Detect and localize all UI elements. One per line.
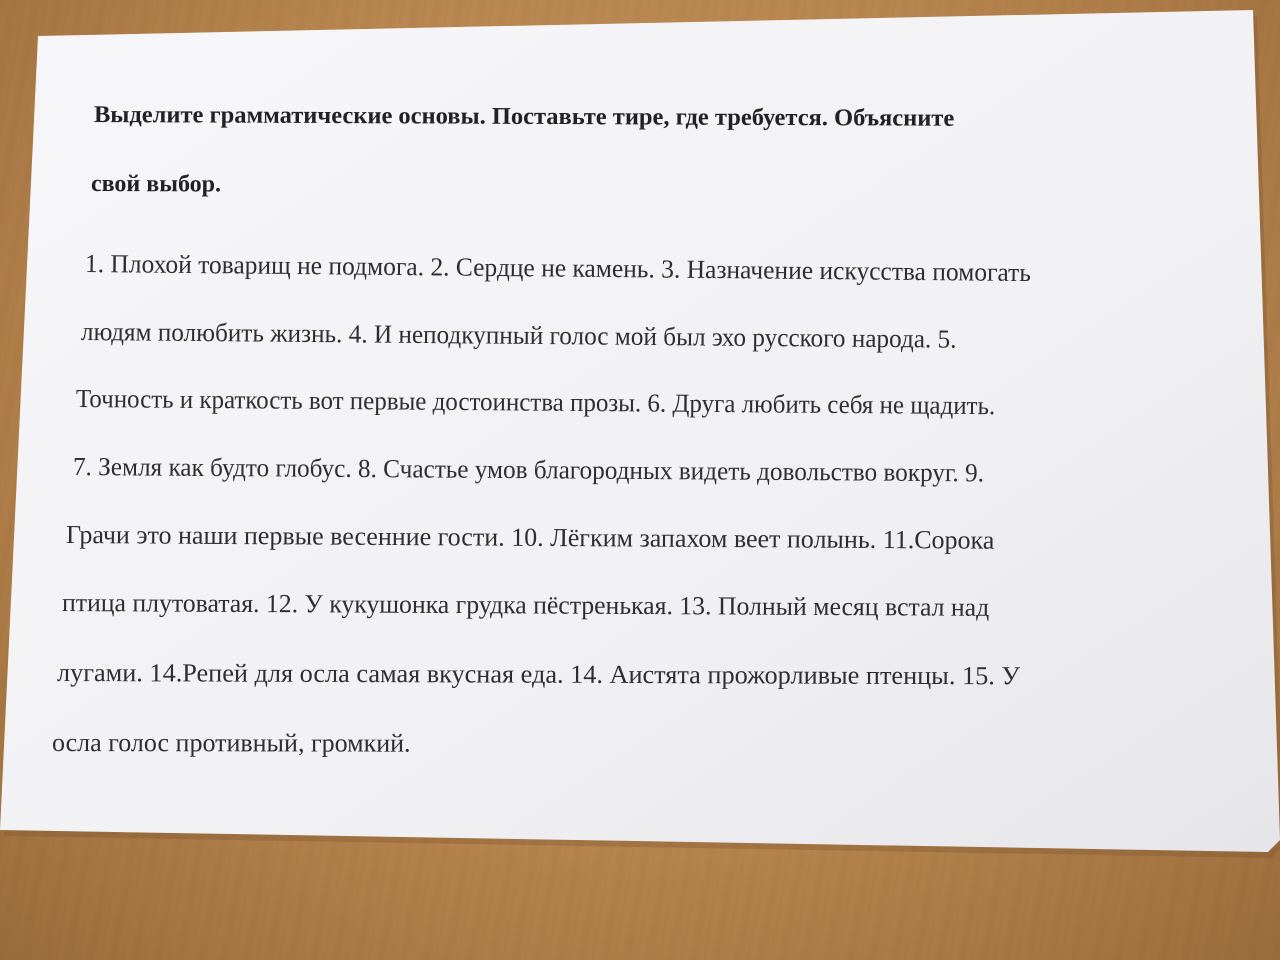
exercise-line-3: Точность и краткость вот первые достоинства прозы. 6. Друга любить себя не щадить. — [75, 384, 996, 421]
exercise-line-6: птица плутоватая. 12. У кукушонка грудка пёстренькая. 13. Полный месяц встал над — [61, 588, 990, 622]
instruction-title-line-1: Выделите грамматические основы. Поставьте тире, где требуется. Объясните — [93, 102, 955, 132]
exercise-line-2: людям полюбить жизнь. 4. И неподкупный голос мой был эхо русского народа. 5. — [80, 317, 957, 354]
instruction-title-line-2: свой выбор. — [90, 171, 222, 198]
exercise-line-5: Грачи это наши первые весенние гости. 10. Лёгким запахом веет полынь. 11.Сорока — [65, 520, 995, 555]
exercise-line-8: осла голос противный, громкий. — [51, 728, 411, 758]
exercise-line-4: 7. Земля как будто глобус. 8. Счастье умов благородных видеть довольство вокруг. 9. — [72, 452, 985, 488]
exercise-line-1: 1. Плохой товарищ не подмога. 2. Сердце не камень. 3. Назначение искусства помогать — [84, 249, 1032, 288]
exercise-line-7: лугами. 14.Репей для осла самая вкусная еда. 14. Аистята прожорливые птенцы. 15. У — [56, 658, 1021, 691]
